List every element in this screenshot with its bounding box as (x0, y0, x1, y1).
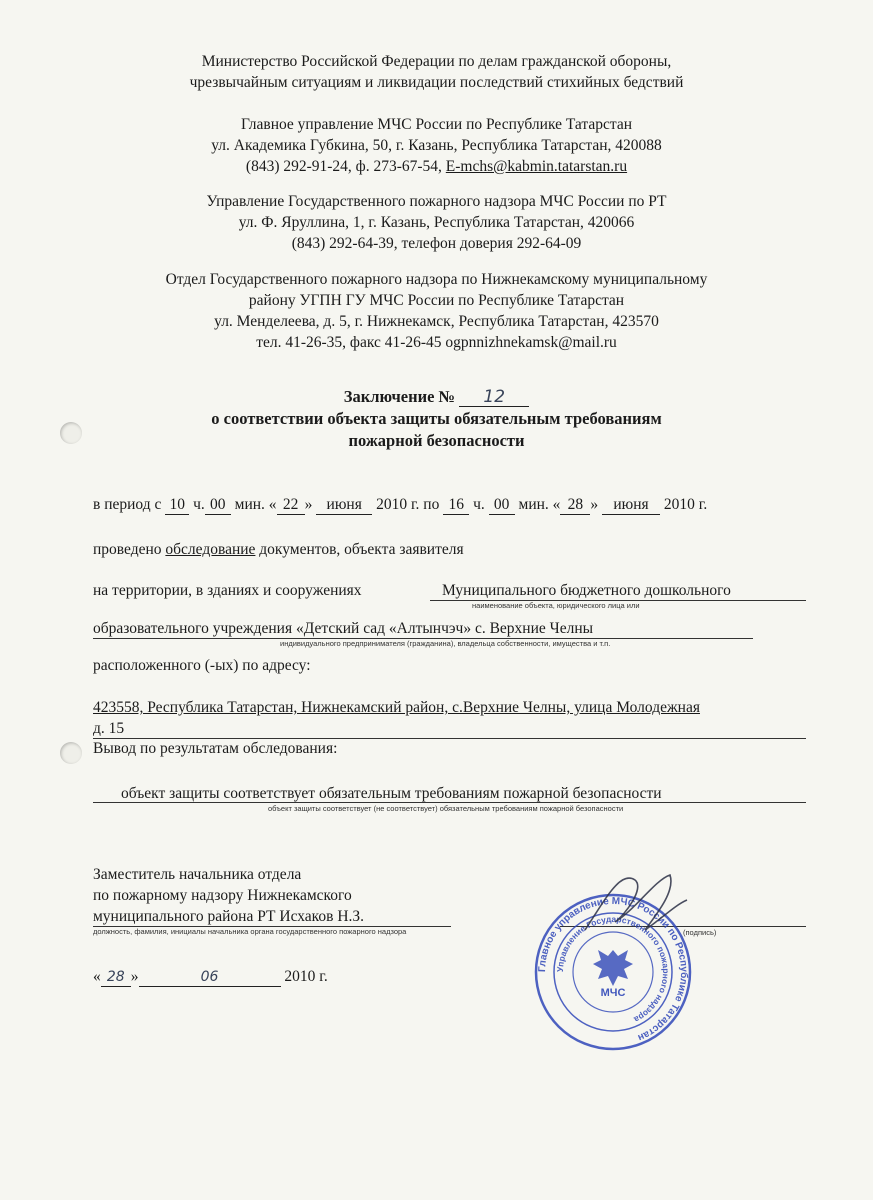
gu-line-1: Главное управление МЧС России по Республике Татарстан (240, 116, 633, 133)
ogpn-line-2: району УГПН ГУ МЧС России по Республике Татарстан (248, 292, 625, 309)
start-minute: 00 (205, 496, 231, 515)
period-lead: в период с (93, 496, 162, 513)
conclusion-label: Вывод по результатам обследования: (93, 740, 338, 757)
object-hint-2: индивидуального предпринимателя (гражданина), владельца собственности, имущества и т.п. (280, 639, 611, 648)
title-line-2: о соответствии объекта защиты обязательным требованиям (211, 409, 662, 428)
start-month: июня (316, 496, 372, 515)
ugpn-line-3: (843) 292-64-39, телефон доверия 292-64-09 (291, 235, 582, 252)
inspection-line (93, 539, 464, 561)
signatory-line-2: по пожарному надзору Нижнекамского (93, 887, 352, 904)
address-line-1: 423558, Республика Татарстан, Нижнекамский район, с.Верхние Челны, улица Молодежная (93, 699, 700, 716)
ministry-line-2: чрезвычайным ситуациям и ликвидации последствий стихийных бедствий (189, 74, 684, 91)
end-month: июня (602, 496, 660, 515)
signatory-hint: должность, фамилия, инициалы начальника органа государственного пожарного надзора (93, 927, 407, 936)
address-label: расположенного (-ых) по адресу: (93, 657, 311, 674)
stamp-outer-text: Главное управление МЧС России по Республике Татарстан (536, 895, 690, 1043)
minute-label: мин. « (234, 496, 277, 513)
start-day: 22 (277, 496, 305, 515)
minute-label-2: мин. « (518, 496, 561, 513)
address-line-2: д. 15 (93, 720, 125, 737)
date-line (93, 966, 328, 988)
stamp-eagle-emblem (593, 950, 633, 986)
stamp-center-text: МЧС (600, 987, 626, 999)
date-day: 28 (101, 968, 131, 987)
conclusion-hint: объект защиты соответствует (не соответствует) обязательным требованиям пожарной безопасности (268, 804, 624, 813)
start-year: 2010 г. по (376, 496, 440, 513)
gu-email-link[interactable]: E-mchs@kabmin.tatarstan.ru (445, 158, 628, 175)
punch-hole-bottom (60, 742, 82, 764)
end-hour: 16 (443, 496, 469, 515)
end-year: 2010 г. (663, 496, 708, 513)
signatory-line-1: Заместитель начальника отдела (93, 866, 302, 883)
end-day: 28 (560, 496, 590, 515)
gu-line-2: ул. Академика Губкина, 50, г. Казань, Республика Татарстан, 420088 (211, 137, 662, 154)
inspection-suffix: документов, объекта заявителя (259, 541, 464, 558)
hour-label-2: ч. (473, 496, 485, 513)
ugpn-line-2: ул. Ф. Яруллина, 1, г. Казань, Республика Татарстан, 420066 (238, 214, 635, 231)
territory-label: на территории, в зданиях и сооружениях (93, 582, 362, 599)
ugpn-line-1: Управление Государственного пожарного надзора МЧС России по РТ (206, 193, 667, 210)
inspection-prefix: проведено (93, 541, 162, 558)
gu-phones: (843) 292-91-24, ф. 273-67-54, (245, 158, 442, 175)
hour-label: ч. (193, 496, 205, 513)
ogpn-line-3: ул. Менделеева, д. 5, г. Нижнекамск, Республика Татарстан, 423570 (214, 313, 659, 330)
gu-line-3 (0, 156, 873, 178)
object-name-line-1: Муниципального бюджетного дошкольного (442, 582, 731, 599)
date-open-quote: « (93, 968, 101, 985)
title-line-1 (0, 386, 873, 408)
start-day-close: » (304, 496, 313, 513)
date-close-quote: » (130, 968, 139, 985)
conclusion-number: 12 (459, 388, 529, 407)
title-prefix: Заключение № (343, 387, 456, 406)
signatory-line-3: муниципального района РТ Исхаков Н.З. (93, 908, 365, 925)
title-line-3: пожарной безопасности (348, 431, 525, 450)
object-name-line-2: образовательного учреждения «Детский сад «Алтынчэч» с. Верхние Челны (93, 620, 594, 637)
start-hour: 10 (165, 496, 189, 515)
signature-hint: (подпись) (683, 928, 717, 937)
handwritten-signature (575, 860, 695, 950)
stamp-inner-text: Управление Государственного пожарного надзора (554, 913, 672, 1025)
period-line (93, 494, 707, 516)
end-minute: 00 (489, 496, 515, 515)
date-year: 2010 г. (284, 968, 328, 985)
ministry-line-1: Министерство Российской Федерации по делам гражданской обороны, (201, 53, 672, 70)
ogpn-line-4: тел. 41-26-35, факс 41-26-45 ogpnnizhnekamsk@mail.ru (256, 334, 617, 351)
date-month: 06 (139, 968, 281, 987)
ogpn-line-1: Отдел Государственного пожарного надзора по Нижнекамскому муниципальному (165, 271, 708, 288)
end-day-close: » (590, 496, 599, 513)
conclusion-result: объект защиты соответствует обязательным требованиям пожарной безопасности (121, 785, 662, 802)
object-hint-1: наименование объекта, юридического лица или (472, 601, 640, 610)
inspection-type: обследование (165, 541, 256, 558)
conclusion-rule (93, 802, 806, 803)
